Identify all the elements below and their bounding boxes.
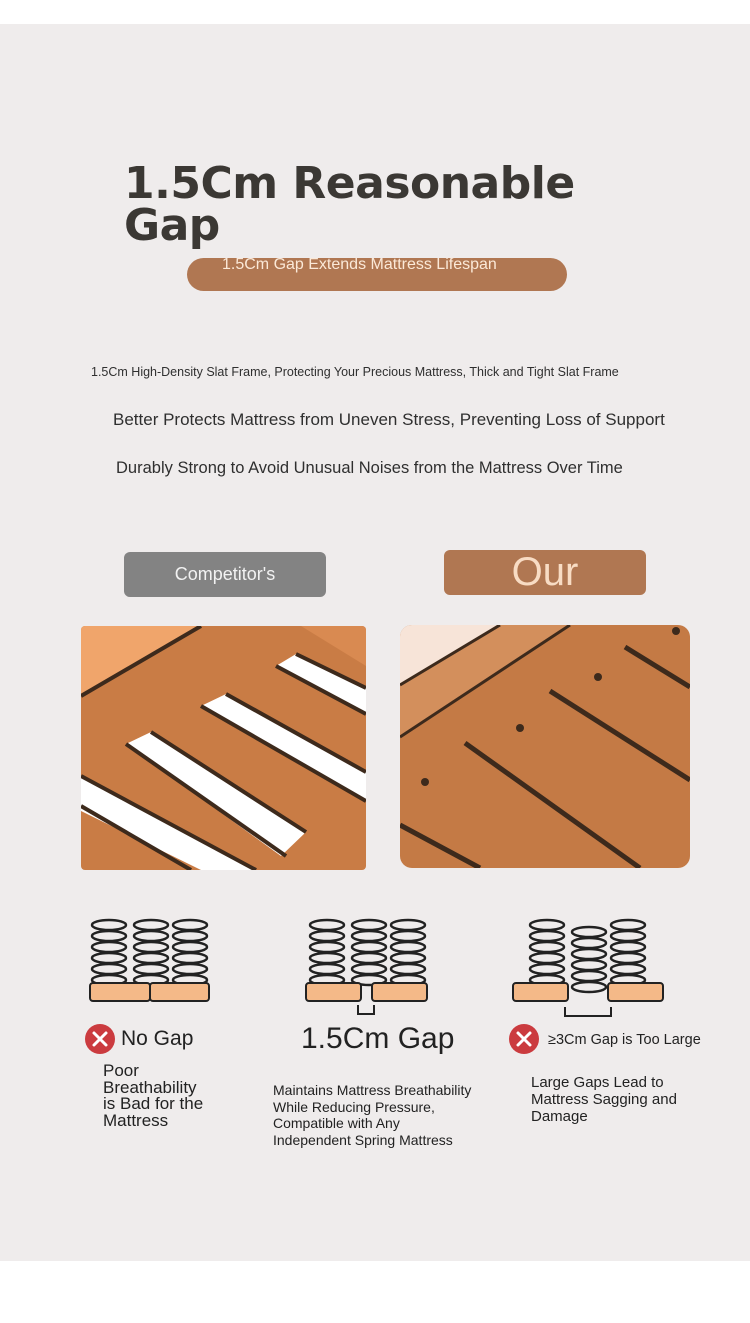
gap-1-5cm-diagram (306, 920, 427, 1014)
competitor-slat-image (81, 626, 366, 870)
subtitle-badge-text: 1.5Cm Gap Extends Mattress Lifespan (222, 256, 497, 273)
gap-too-large-label: ≥3Cm Gap is Too Large (548, 1032, 701, 1048)
spring-diagrams (0, 900, 750, 1020)
feature-line-2: Better Protects Mattress from Uneven Stress, Preventing Loss of Support (113, 410, 665, 429)
no-gap-diagram (90, 920, 209, 1001)
gap-3cm-diagram (513, 920, 663, 1016)
our-label: Our (444, 550, 646, 595)
our-slat-image (400, 625, 690, 868)
close-icon (509, 1024, 539, 1054)
no-gap-description: Poor Breathability is Bad for the Mattress (103, 1061, 204, 1130)
no-gap-label: No Gap (121, 1027, 194, 1050)
gap-too-large-description: Large Gaps Lead to Mattress Sagging and Damage (531, 1074, 677, 1125)
our-slat-illustration (400, 625, 690, 868)
page-title: 1.5Cm Reasonable Gap (124, 158, 575, 251)
competitor-slat-illustration (81, 626, 366, 870)
close-icon (85, 1024, 115, 1054)
gap-1-5cm-label: 1.5Cm Gap (301, 1022, 455, 1055)
gap-1-5cm-description: Maintains Mattress Breathability While Reducing Pressure, Compatible with Any Independent Spring Mattress (273, 1082, 472, 1148)
competitor-label: Competitor's (124, 552, 326, 597)
feature-line-3: Durably Strong to Avoid Unusual Noises from the Mattress Over Time (116, 459, 623, 477)
feature-line-1: 1.5Cm High-Density Slat Frame, Protecting Your Precious Mattress, Thick and Tight Slat Frame (91, 365, 619, 379)
